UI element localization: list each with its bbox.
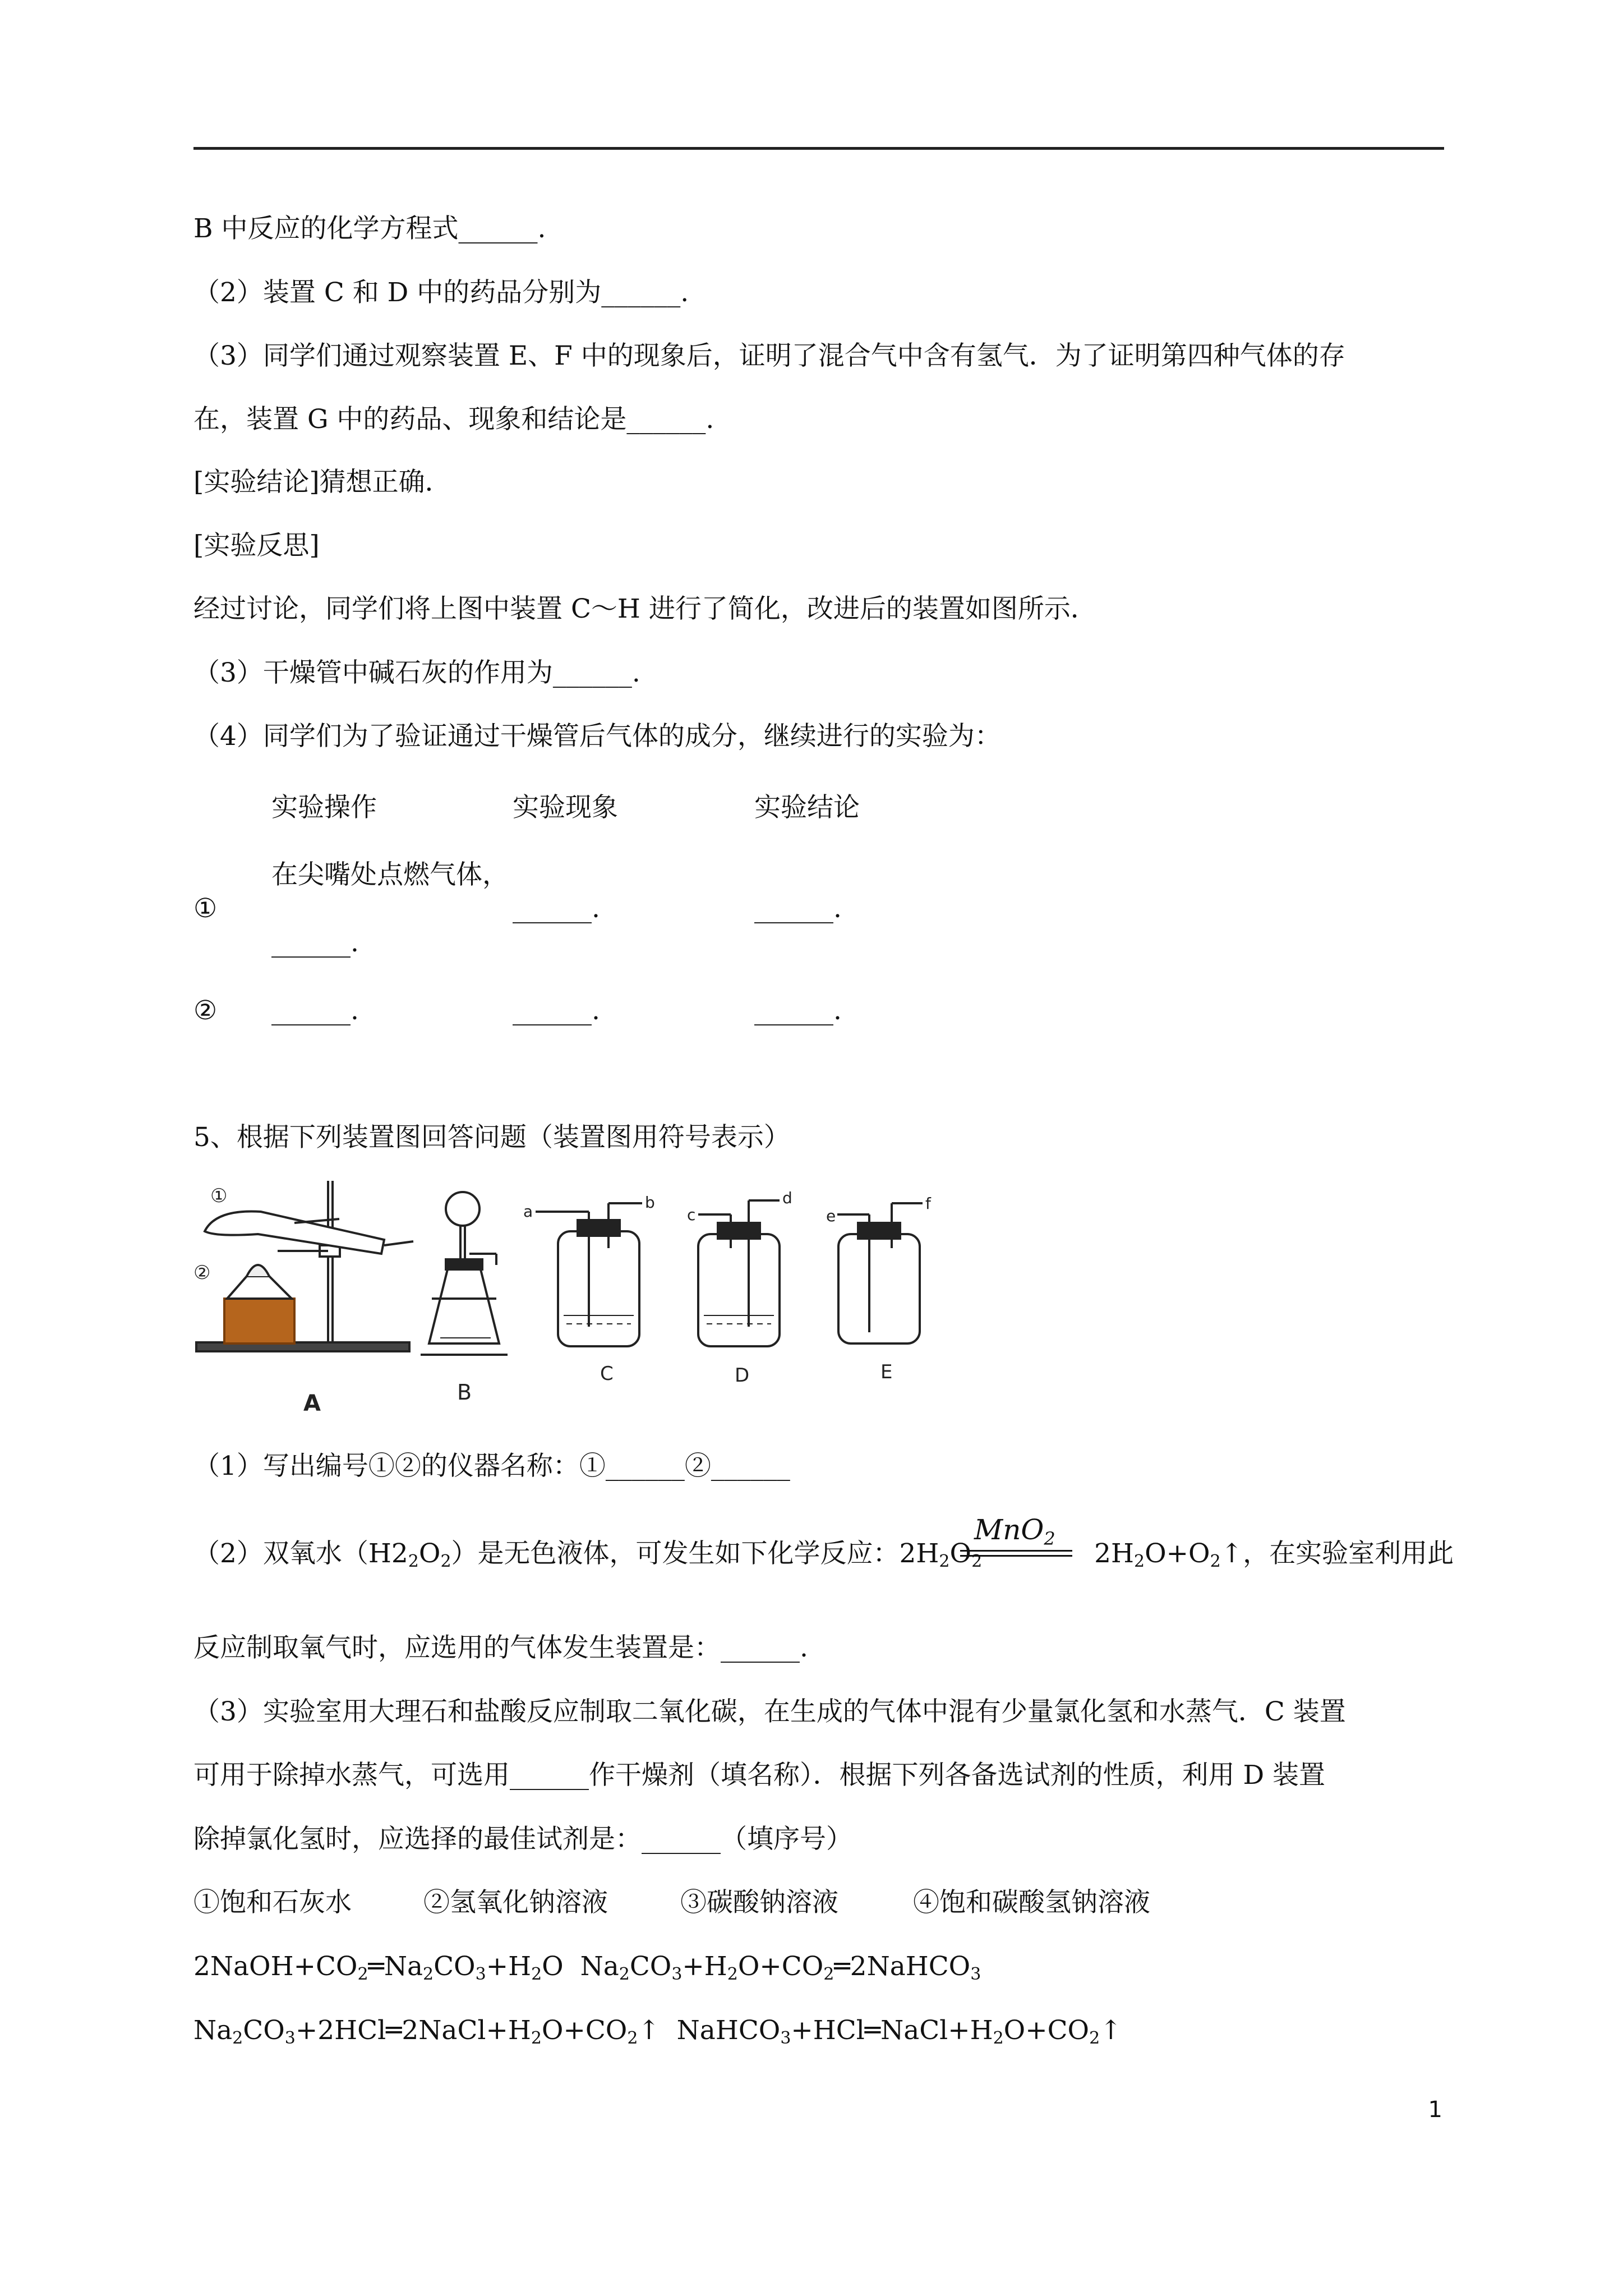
label-d: d — [782, 1189, 792, 1207]
text-line: （3）同学们通过观察装置 E、F 中的现象后，证明了混合气中含有氢气．为了证明第四种气体的存 — [193, 341, 1345, 371]
header-rule — [193, 147, 1444, 150]
row-number: ① — [193, 893, 218, 924]
label-circle-2: ② — [193, 1262, 211, 1284]
apparatus-figure — [193, 1170, 951, 1422]
q5-sub-1: （1）写出编号①②的仪器名称：①______②______ — [193, 1451, 790, 1481]
text-line: 经过讨论，同学们将上图中装置 C～H 进行了简化，改进后的装置如图所示． — [193, 593, 1097, 624]
apparatus-a — [196, 1181, 413, 1351]
table-header-phenomenon: 实验现象 — [513, 792, 618, 823]
label-e: e — [826, 1207, 836, 1225]
text-line: （4）同学们为了验证通过干燥管后气体的成分，继续进行的实验为： — [193, 721, 1001, 752]
row1-phenomenon-blank: ______. — [513, 893, 600, 924]
q5-sub-2b: 反应制取氧气时，应选用的气体发生装置是：______. — [193, 1632, 808, 1663]
label-f: f — [925, 1194, 931, 1213]
q5-sub-3c: 除掉氯化氢时，应选择的最佳试剂是：______（填序号） — [193, 1824, 852, 1855]
text-line: [实验结论]猜想正确． — [193, 467, 451, 498]
label-c: c — [687, 1205, 696, 1224]
text-line: [实验反思] — [193, 530, 320, 561]
row1-operation: 在尖嘴处点燃气体， — [271, 859, 509, 890]
apparatus-b — [421, 1192, 508, 1355]
table-header-operation: 实验操作 — [271, 792, 377, 823]
option-2: ②氢氧化钠溶液 — [423, 1887, 608, 1918]
text-line: （2）装置 C 和 D 中的药品分别为______. — [193, 277, 689, 308]
apparatus-e — [837, 1203, 923, 1343]
label-circle-1: ① — [210, 1185, 228, 1207]
row2-phenomenon-blank: ______. — [513, 995, 600, 1026]
equals-bar — [960, 1550, 1072, 1552]
row2-operation-blank: ______. — [271, 995, 359, 1026]
text-line: （3）干燥管中碱石灰的作用为______. — [193, 657, 640, 688]
row2-conclusion-blank: ______. — [754, 995, 842, 1026]
label-b: b — [645, 1193, 655, 1212]
equation-line-2: $Na_2CO_3+2HCl═2NaCl+H_2O+CO_2↑$ $NaHCO_3+HCl═NaCl+H_2O+CO_2↑$ — [193, 2015, 1122, 2048]
option-1: ①饱和石灰水 — [193, 1887, 352, 1918]
table-header-conclusion: 实验结论 — [754, 792, 860, 823]
row-number: ② — [193, 995, 218, 1026]
apparatus-c — [536, 1203, 642, 1346]
label-apparatus-d: D — [735, 1364, 750, 1387]
question-5-title: 5、根据下列装置图回答问题（装置图用符号表示） — [193, 1122, 790, 1153]
equation-line-1: $2NaOH+CO_2═Na_2CO_3+H_2O$ $Na_2CO_3+H_2O+CO_2═2NaHCO_3$ — [193, 1951, 981, 1984]
label-a: a — [523, 1202, 533, 1221]
option-3: ③碳酸钠溶液 — [680, 1887, 838, 1918]
label-apparatus-e: E — [880, 1361, 893, 1383]
page-number: 1 — [1428, 2097, 1442, 2123]
q5-sub-2: （2）双氧水$(H2_2O_2)$是无色液体，可发生如下化学反应：$2H_2O_2$ $2H_2O+O_2↑$，在实验室利用此 — [193, 1538, 1454, 1571]
q5-sub-3b: 可用于除掉水蒸气，可选用______作干燥剂（填名称）．根据下列各备选试剂的性质，利用 D 装置 — [193, 1760, 1326, 1791]
equals-bar — [960, 1555, 1072, 1557]
q5-sub-3a: （3）实验室用大理石和盐酸反应制取二氧化碳，在生成的气体中混有少量氯化氢和水蒸气．C 装置 — [193, 1696, 1346, 1727]
label-apparatus-c: C — [600, 1363, 614, 1385]
label-apparatus-b: B — [457, 1380, 472, 1405]
text-line: 在，装置 G 中的药品、现象和结论是______. — [193, 404, 714, 435]
catalyst-label: MnO$_2$ — [974, 1513, 1055, 1549]
row1-conclusion-blank: ______. — [754, 893, 842, 924]
text-line: B 中反应的化学方程式______. — [193, 213, 546, 244]
row1-operation-blank: ______. — [271, 927, 359, 958]
label-apparatus-a: A — [303, 1391, 321, 1416]
apparatus-d — [698, 1200, 780, 1346]
option-4: ④饱和碳酸氢钠溶液 — [913, 1887, 1150, 1918]
